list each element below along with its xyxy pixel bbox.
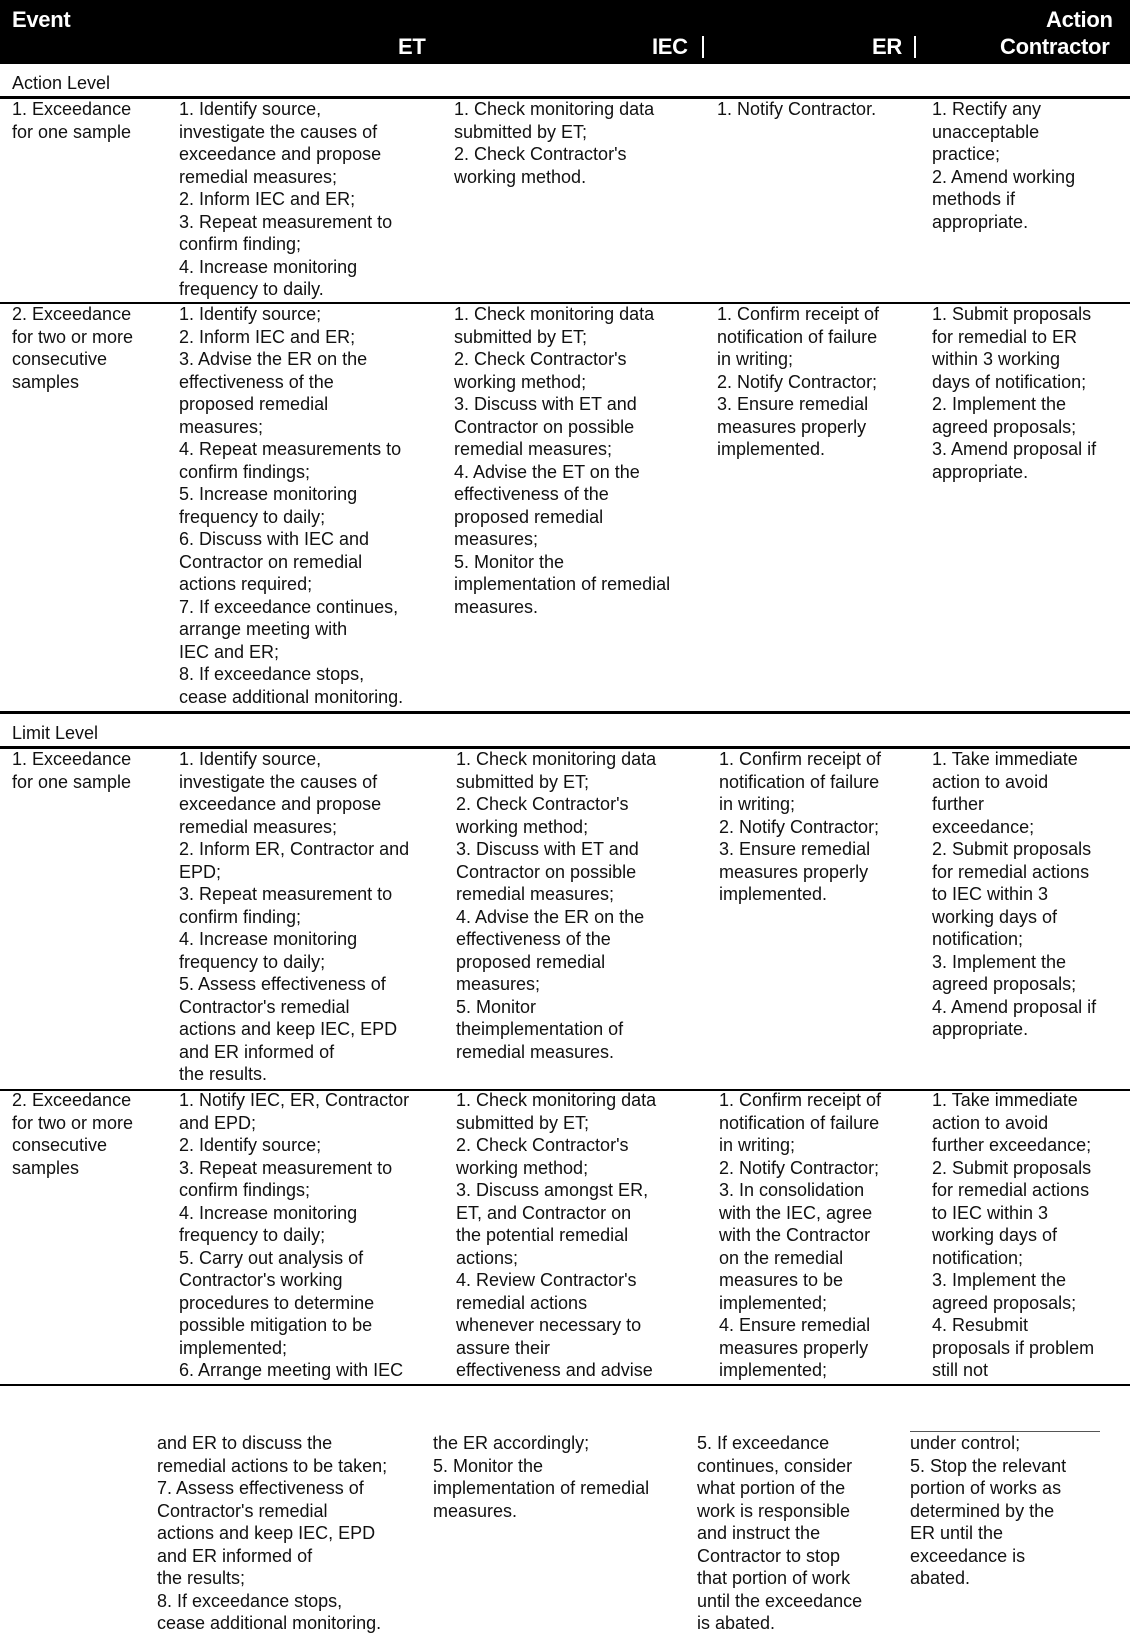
cell-action-2-et: 1. Identify source; 2. Inform IEC and ER; 3. Advise the ER on the effectiveness of the proposed remedial measures; 4. Repeat measurements to confirm findings; 5. Increase monitoring frequency to daily; 6. Discuss with IEC and Contractor on remedial actions required; 7. If exceedance continues, arrange meeting with IEC and ER; 8. If exceedance stops, cease additional monitoring. <box>179 304 404 707</box>
continuation-iec: the ER accordingly; 5. Monitor the implementation of remedial measures. <box>433 1433 650 1521</box>
cell-action-2-iec: 1. Check monitoring data submitted by ET; 2. Check Contractor's working method; 3. Discuss with ET and Contractor on possible remedial measures; 4. Advise the ET on the effectiveness of the proposed remedial measures; 5. Monitor the implementation of remedial measures. <box>454 304 671 617</box>
header-event: Event <box>12 7 71 32</box>
header-er: ER <box>872 34 902 59</box>
continuation-er: 5. If exceedance continues, consider what portion of the work is responsible and instruct the Contractor to stop that portion of work until the exceedance is abated. <box>697 1433 863 1633</box>
cell-limit-2-iec: 1. Check monitoring data submitted by ET; 2. Check Contractor's working method; 3. Discuss amongst ER, ET, and Contractor on the potential remedial actions; 4. Review Contractor's remedial actions whenever necessary to assure their effectiveness and advise <box>456 1090 657 1380</box>
section-label-limit-level: Limit Level <box>12 723 99 743</box>
cell-limit-2-er: 1. Confirm receipt of notification of failure in writing; 2. Notify Contractor; 3. In consolidation with the IEC, agree with the Contractor on the remedial measures to be implemented; 4. Ensure remedial measures properly implemented; <box>719 1090 882 1380</box>
cell-limit-1-et: 1. Identify source, investigate the causes of exceedance and propose remedial measures; 2. Inform ER, Contractor and EPD; 3. Repeat measurement to confirm finding; 4. Increase monitoring frequency to daily; 5. Assess effectiveness of Contractor's remedial actions and keep IEC, EPD and ER informed of the results. <box>179 749 410 1084</box>
header-iec: IEC <box>652 34 688 59</box>
header-divider-er <box>914 36 916 58</box>
section-rule <box>0 711 1130 714</box>
cell-limit-1-event: 1. Exceedance for one sample <box>12 749 132 792</box>
cell-action-1-iec: 1. Check monitoring data submitted by ET; 2. Check Contractor's working method. <box>454 99 655 187</box>
header-contractor: Contractor <box>1000 34 1110 59</box>
cell-limit-1-er: 1. Confirm receipt of notification of failure in writing; 2. Notify Contractor; 3. Ensure remedial measures properly implemented. <box>719 749 882 904</box>
cell-action-1-contractor: 1. Rectify any unacceptable practice; 2. Amend working methods if appropriate. <box>932 99 1076 232</box>
cell-limit-2-contractor: 1. Take immediate action to avoid further exceedance; 2. Submit proposals for remedial actions to IEC within 3 working days of notification; 3. Implement the agreed proposals; 4. Resubmit proposals if problem still not <box>932 1090 1095 1380</box>
cell-action-2-er: 1. Confirm receipt of notification of failure in writing; 2. Notify Contractor; 3. Ensure remedial measures properly implemented. <box>717 304 880 459</box>
continuation-et: and ER to discuss the remedial actions to be taken; 7. Assess effectiveness of Contractor's remedial actions and keep IEC, EPD and ER informed of the results; 8. If exceedance stops, cease additional monitoring. <box>157 1433 388 1633</box>
cell-limit-2-et: 1. Notify IEC, ER, Contractor and EPD; 2. Identify source; 3. Repeat measurement to confirm findings; 4. Increase monitoring frequency to daily; 5. Carry out analysis of Contractor's working procedures to determine possible mitigation to be implemented; 6. Arrange meeting with IEC <box>179 1090 410 1380</box>
cell-action-1-event: 1. Exceedance for one sample <box>12 99 132 142</box>
cell-action-1-et: 1. Identify source, investigate the causes of exceedance and propose remedial measures; 2. Inform IEC and ER; 3. Repeat measurement to confirm finding; 4. Increase monitoring frequency to daily. <box>179 99 393 299</box>
cell-action-2-contractor: 1. Submit proposals for remedial to ER within 3 working days of notification; 2. Implement the agreed proposals; 3. Amend proposal if appropriate. <box>932 304 1097 482</box>
header-divider-iec <box>702 36 704 58</box>
table-bottom-rule <box>0 1384 1130 1386</box>
table-header <box>0 0 1130 64</box>
continuation-contractor: under control; 5. Stop the relevant portion of works as determined by the ER until the exceedance is abated. <box>910 1433 1067 1588</box>
cell-action-1-er: 1. Notify Contractor. <box>717 99 877 119</box>
cell-limit-1-iec: 1. Check monitoring data submitted by ET; 2. Check Contractor's working method; 3. Discuss with ET and Contractor on possible remedial measures; 4. Advise the ER on the effectiveness of the proposed remedial measures; 5. Monitor theimplementation of remedial measures. <box>456 749 657 1062</box>
cell-limit-2-event: 2. Exceedance for two or more consecutive samples <box>12 1090 134 1178</box>
cell-limit-1-contractor: 1. Take immediate action to avoid further exceedance; 2. Submit proposals for remedial actions to IEC within 3 working days of notification; 3. Implement the agreed proposals; 4. Amend proposal if appropriate. <box>932 749 1097 1039</box>
header-action: Action <box>1046 7 1113 32</box>
section-label-action-level: Action Level <box>12 73 111 93</box>
cell-action-2-event: 2. Exceedance for two or more consecutive samples <box>12 304 134 392</box>
header-et: ET <box>398 34 426 59</box>
